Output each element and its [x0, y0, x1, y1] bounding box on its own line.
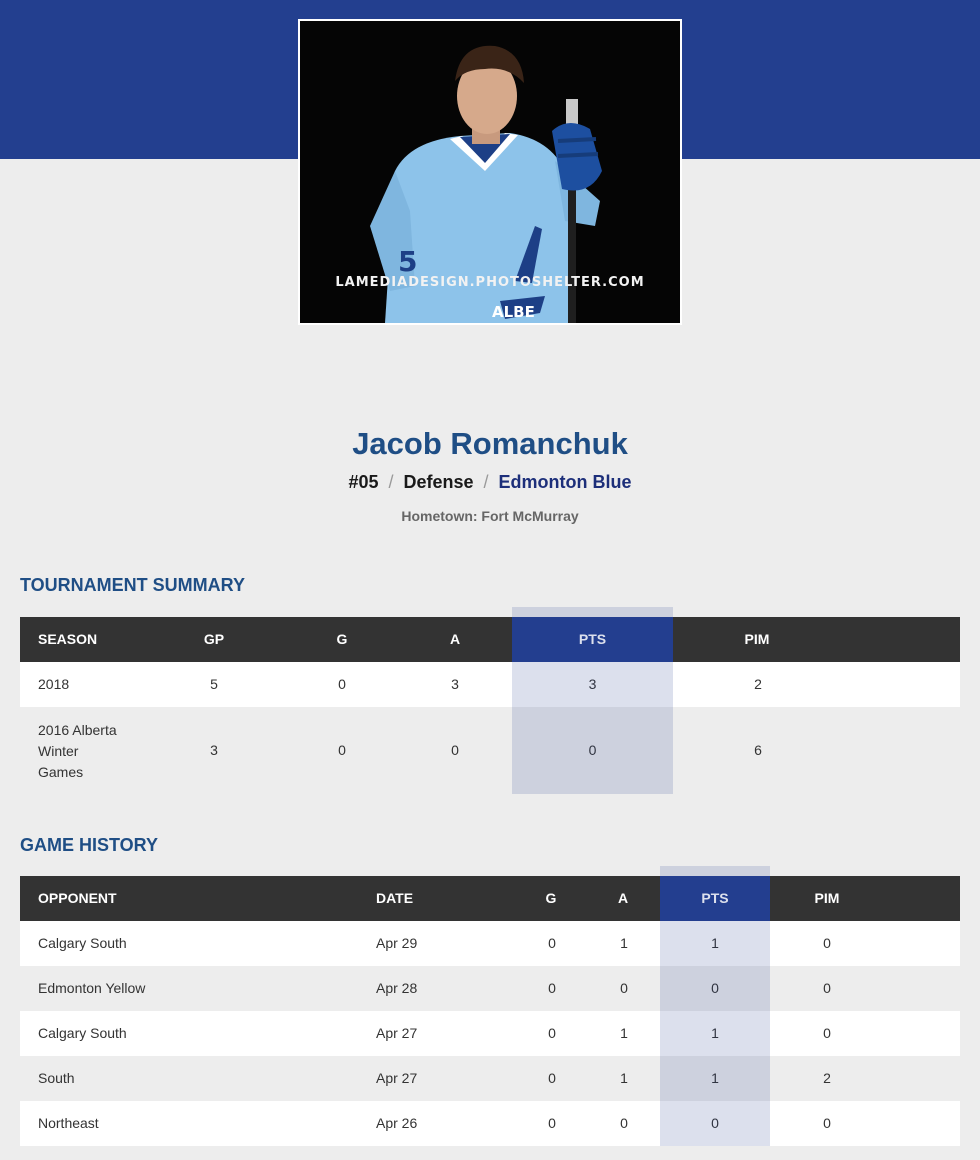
- a-cell: 1: [620, 1070, 628, 1086]
- player-position: Defense: [403, 472, 474, 492]
- table-row: [20, 707, 960, 794]
- game-history-table: [20, 866, 960, 1146]
- g-cell: 0: [548, 980, 556, 996]
- opponent-cell: Edmonton Yellow: [38, 980, 146, 996]
- pts-cell: 1: [711, 1025, 719, 1041]
- col-header-gp[interactable]: GP: [203, 631, 225, 647]
- season-line: 2016 Alberta: [38, 722, 117, 738]
- pim-cell: 0: [823, 935, 831, 951]
- a-cell: 3: [451, 676, 459, 692]
- a-cell: 0: [451, 742, 459, 758]
- season-cell: [38, 720, 117, 783]
- season-line: Games: [38, 764, 84, 780]
- tournament-summary-title: TOURNAMENT SUMMARY: [20, 575, 245, 595]
- opponent-cell: Northeast: [38, 1115, 99, 1131]
- table-row: [20, 662, 960, 707]
- pim-cell: 0: [823, 1115, 831, 1131]
- player-meta: [0, 472, 980, 493]
- season-cell: 2018: [38, 676, 70, 692]
- pim-cell: 0: [823, 1025, 831, 1041]
- player-team-link[interactable]: Edmonton Blue: [498, 472, 632, 492]
- col-header-date[interactable]: DATE: [376, 890, 414, 906]
- a-cell: 1: [620, 935, 628, 951]
- a-cell: 0: [620, 1115, 628, 1131]
- date-cell: Apr 27: [376, 1025, 418, 1041]
- pim-cell: 6: [754, 742, 762, 758]
- date-cell: Apr 27: [376, 1070, 418, 1086]
- g-cell: 0: [548, 1025, 556, 1041]
- photo-watermark: LAMEDIADESIGN.PHOTOSHELTER.COM: [335, 275, 645, 290]
- date-cell: Apr 28: [376, 980, 418, 996]
- pts-cell: 1: [711, 935, 719, 951]
- pts-column-highlight: [660, 866, 770, 1146]
- date-cell: Apr 26: [376, 1115, 418, 1131]
- pts-cell: 0: [711, 1115, 719, 1131]
- meta-separator: /: [483, 472, 489, 492]
- table-header: [20, 876, 960, 921]
- table-row: [20, 966, 960, 1011]
- pts-cell: 0: [588, 742, 597, 758]
- col-header-pts[interactable]: PTS: [660, 876, 770, 921]
- gp-cell: 5: [210, 676, 218, 692]
- col-header-opponent[interactable]: OPPONENT: [38, 890, 117, 906]
- jersey-crest-text: ALBE: [492, 303, 535, 321]
- g-cell: 0: [548, 1115, 556, 1131]
- col-header-g[interactable]: G: [336, 631, 348, 647]
- col-header-a[interactable]: A: [617, 890, 629, 906]
- a-cell: 1: [620, 1025, 628, 1041]
- g-cell: 0: [548, 935, 556, 951]
- season-line: Winter: [38, 743, 79, 759]
- opponent-cell: South: [38, 1070, 75, 1086]
- meta-separator: /: [388, 472, 394, 492]
- opponent-cell: Calgary South: [38, 1025, 127, 1041]
- pts-cell: 0: [711, 980, 719, 996]
- g-cell: 0: [548, 1070, 556, 1086]
- pim-cell: 0: [823, 980, 831, 996]
- pts-cell: 3: [588, 676, 597, 692]
- player-hometown: Hometown: Fort McMurray: [401, 508, 579, 524]
- pim-cell: 2: [823, 1070, 831, 1086]
- g-cell: 0: [338, 742, 346, 758]
- col-header-g[interactable]: G: [545, 890, 557, 906]
- table-row: [20, 1056, 960, 1101]
- table-row: [20, 1011, 960, 1056]
- col-header-pts[interactable]: PTS: [512, 617, 673, 662]
- a-cell: 0: [620, 980, 628, 996]
- col-header-pim[interactable]: PIM: [744, 631, 770, 647]
- col-header-pim[interactable]: PIM: [814, 890, 840, 906]
- table-row: [20, 921, 960, 966]
- tournament-summary-table: [20, 607, 960, 794]
- player-photo: [298, 19, 682, 325]
- pts-column-highlight: [512, 607, 673, 794]
- gp-cell: 3: [210, 742, 218, 758]
- table-row: [20, 1101, 960, 1146]
- pim-cell: 2: [754, 676, 762, 692]
- pts-cell: 1: [711, 1070, 719, 1086]
- date-cell: Apr 29: [376, 935, 418, 951]
- player-name: Jacob Romanchuk: [352, 426, 628, 461]
- col-header-a[interactable]: A: [449, 631, 461, 647]
- table-header: [20, 617, 960, 662]
- opponent-cell: Calgary South: [38, 935, 127, 951]
- player-number: #05: [348, 472, 379, 492]
- col-header-season[interactable]: SEASON: [38, 631, 98, 647]
- g-cell: 0: [338, 676, 346, 692]
- jersey-number-text: 5: [398, 245, 418, 278]
- game-history-title: GAME HISTORY: [20, 835, 159, 855]
